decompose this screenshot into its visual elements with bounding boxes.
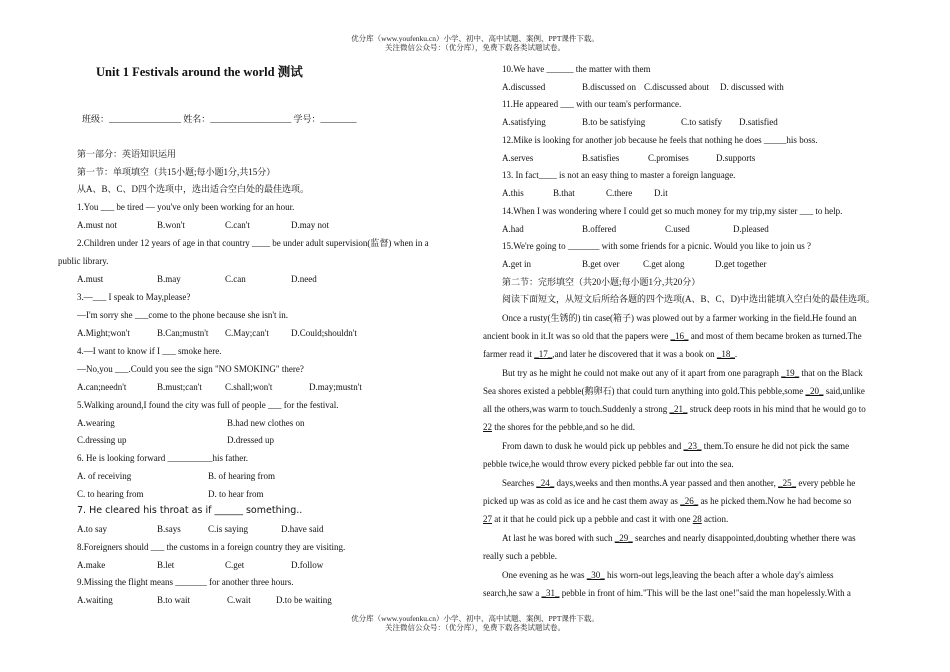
option: D. discussed with [720,82,784,92]
section1-instruction: 从A、B、C、D四个选项中，选出适合空白处的最佳选项。 [77,184,310,194]
question-7: 7. He cleared his throat as if ______ something.. [77,505,303,516]
option: B.let [157,560,175,570]
question-11: 11.He appeared ___ with our team's performance. [502,99,682,109]
question-8: 8.Foreigners should ___ the customs in a foreign country they are visiting. [77,542,346,552]
blank-18: _18_ [716,349,735,359]
option: D.may;mustn't [309,382,362,392]
passage-line: really such a pebble. [483,551,557,561]
option: A.to say [77,524,107,534]
blank-17: _17_ [534,349,553,359]
option: D.get together [715,259,767,269]
passage-line: But try as he might he could not make out any of it apart from one paragraph _19_ that on the Black [502,368,863,378]
option: A.get in [502,259,531,269]
option: B.must;can't [157,382,202,392]
question-14: 14.When I was wondering where I could get so much money for my trip,my sister ___ to help. [502,206,843,216]
blank-22: 22 [483,422,492,432]
question-13: 13. In fact____ is not an easy thing to master a foreign language. [502,170,736,180]
question-2-line-1: 2.Children under 12 years of age in that country ____ be under adult supervision(监督) when in a [77,238,429,248]
page-footer [0,614,950,632]
part1-heading: 第一部分：英语知识运用 [77,149,177,159]
passage-line: picked up was as cold as ice and he cast them away as _26_ as he picked them.Now he had become so [483,496,852,506]
option: B.Can;mustn't [157,328,209,338]
option: C.get along [643,259,685,269]
section2-instruction: 阅读下面短文，从短文后所给各题的四个选项(A、B、C、D)中选出能填入空白处的最佳选项。 [502,294,876,304]
option: C.is saying [208,524,249,534]
option: C.dressing up [77,435,127,445]
option: C.wait [227,595,251,605]
question-12: 12.Mike is looking for another job because he feels that nothing he does _____his boss. [502,135,818,145]
option: D.may not [291,220,329,230]
page-header [0,34,950,52]
question-15: 15.We're going to _______ with some friends for a picnic. Would you like to join us ? [502,241,811,251]
option: D.Could;shouldn't [291,328,357,338]
option: B.discussed on [582,82,636,92]
passage-line: ancient book in it.It was so old that the papers were _16_ and most of them became broken as turned.The [483,331,862,341]
blank-16: _16_ [670,331,689,341]
option: B.offered [582,224,617,234]
passage-line: One evening as he was _30_ his worn-out legs,leaving the beach after a whole day's aimless [502,570,834,580]
blank-28: 28 [692,514,702,524]
question-5: 5.Walking around,I found the city was full of people ___ for the festival. [77,400,339,410]
option: D.have said [281,524,324,534]
passage-line: all the others,was warm to touch.Suddenly a strong _21_ struck deep roots in his mind that he would go to [483,404,866,414]
option: D.need [291,274,317,284]
option: B.get over [582,259,620,269]
option: C.get [225,560,245,570]
passage-line: 22 the shores for the pebble,and so he did. [483,422,635,432]
footer-line-2: 关注微信公众号：（优分库），免费下载各类试题试卷。 [385,623,565,632]
blank-30: _30_ [586,570,605,580]
blank-24: _24_ [536,478,555,488]
exam-title: Unit 1 Festivals around the world 测试 [96,65,303,79]
option: A.had [502,224,524,234]
option: C.discussed about [644,82,709,92]
passage-line: farmer read it _17_,and later he discovered that it was a book on _18_. [483,349,738,359]
blank-26: _26_ [680,496,699,506]
option: D.satisfied [739,117,778,127]
option: D.to be waiting [276,595,332,605]
option: A.wearing [77,418,115,428]
option: A. of receiving [77,471,132,481]
question-6: 6. He is looking forward __________his father. [77,453,248,463]
option: A.serves [502,153,534,163]
option: C.there [606,188,633,198]
question-10: 10.We have ______ the matter with them [502,64,651,74]
student-info-line: 班级：________________ 姓名：__________________ 学号：________ [82,114,357,124]
blank-29: _29_ [614,533,633,543]
option: A.can;needn't [77,382,127,392]
header-line-2: 关注微信公众号：（优分库），免费下载各类试题试卷。 [385,43,565,52]
passage-line: At last he was bored with such _29_ searches and nearly disappointed,doubting whether there was [502,533,856,543]
header-line-1: 优分库（www.youfenku.cn）小学、初中、高中试题、案例、PPT课件下载。 [351,34,599,43]
option: D.follow [291,560,324,570]
option: B.satisfies [582,153,620,163]
option: D.pleased [733,224,769,234]
option: D. to hear from [208,489,264,499]
blank-25: _25_ [778,478,797,488]
blank-20: _20_ [805,386,824,396]
passage-line: Sea shores existed a pebble(鹅卵石) that could turn anything into gold.This pebble,some _20_ said,unlike [483,386,865,396]
question-2-line-2: public library. [58,256,109,266]
option: C.promises [648,153,689,163]
blank-27: 27 [483,514,492,524]
option: A.must not [77,220,118,230]
option: A.this [502,188,524,198]
question-3-line-1: 3.—___ I speak to May,please? [77,292,191,302]
question-1: 1.You ___ be tired — you've only been working for an hour. [77,202,295,212]
option: A.waiting [77,595,113,605]
option: D.it [654,188,668,198]
option: C. to hearing from [77,489,144,499]
question-4-line-2: —No,you ___.Could you see the sign "NO SMOKING" there? [77,364,304,374]
passage-line: From dawn to dusk he would pick up pebbles and _23_ them.To ensure he did not pick the same [502,441,850,451]
option: B.had new clothes on [227,418,305,428]
passage-line: 27 at it that he could pick up a pebble and cast it with one 28 action. [483,514,729,524]
question-3-line-2: —I'm sorry she ___come to the phone because she isn't in. [77,310,288,320]
option: C.used [665,224,690,234]
question-4-line-1: 4.—I want to know if I ___ smoke here. [77,346,222,356]
passage-line: search,he saw a _31_ pebble in front of him."This will be the last one!"said the man hopelessly.With a [483,588,851,598]
passage-line: Once a rusty(生锈的) tin case(箱子) was plowed out by a farmer working in the field.He found an [502,313,857,323]
option: C.to satisfy [681,117,723,127]
option: D.supports [716,153,756,163]
option: C.shall;won't [225,382,273,392]
option: C.May;can't [225,328,269,338]
option: B.won't [157,220,185,230]
section2-heading: 第二节：完形填空（共20小题;每小题1分,共20分） [502,277,701,287]
option: C.can't [225,220,250,230]
option: D.dressed up [227,435,274,445]
option: B.to be satisfying [582,117,646,127]
blank-31: _31_ [541,588,560,598]
option: B.says [157,524,181,534]
option: A.satisfying [502,117,546,127]
section1-heading: 第一节：单项填空（共15小题;每小题1分,共15分） [77,167,276,177]
option: A.must [77,274,104,284]
passage-line: pebble twice,he would throw every picked pebble far out into the sea. [483,459,734,469]
option: B.may [157,274,181,284]
blank-23: _23_ [683,441,702,451]
option: B. of hearing from [208,471,275,481]
option: B.to wait [157,595,190,605]
option: C.can [225,274,246,284]
option: A.make [77,560,106,570]
option: A.discussed [502,82,546,92]
question-9: 9.Missing the flight means _______ for another three hours. [77,577,294,587]
passage-line: Searches _24_ days,weeks and then months.A year passed and then another, _25_ every pebble he [502,478,856,488]
blank-19: _19_ [781,368,800,378]
footer-line-1: 优分库（www.youfenku.cn）小学、初中、高中试题、案例、PPT课件下载。 [351,614,599,623]
option: A.Might;won't [77,328,130,338]
option: B.that [553,188,575,198]
blank-21: _21_ [669,404,688,414]
